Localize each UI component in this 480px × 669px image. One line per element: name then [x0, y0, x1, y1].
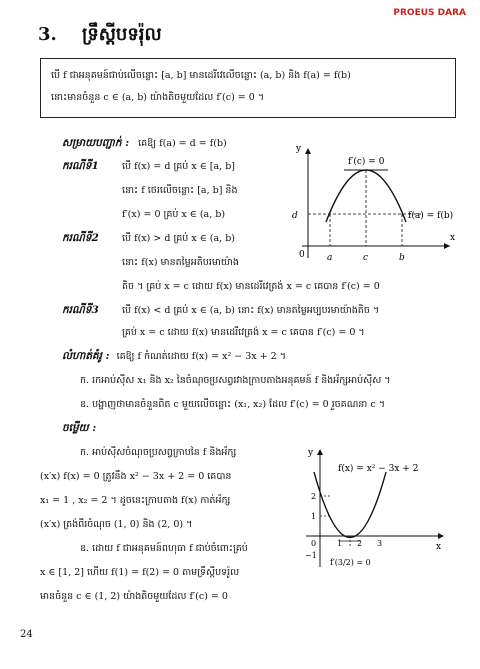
- proof-intro: គេឱ្យ f(a) = d = f(b): [138, 138, 227, 149]
- case2-line-2: នោះ f(x) មានតម្លៃអតិបរមាយ៉ាង: [122, 257, 239, 268]
- graph1-d-label: d: [292, 211, 298, 221]
- watermark: PROEUS DARA: [393, 8, 466, 18]
- graph1-c-label: c: [363, 253, 369, 263]
- proof-heading: [62, 137, 227, 150]
- case3-line-1: បើ f(x) < d គ្រប់ x ∈ (a, b) នោះ f(x) មានតម្លៃអប្បបរមាយ៉ាងតិច ។: [122, 305, 380, 316]
- graph1-b-label: b: [399, 253, 405, 263]
- answer-b-line-2: x ∈ [1, 2] ហើយ f(1) = f(2) = 0 តាមទ្រឹស្តីបទរ៉ូល: [40, 567, 240, 578]
- graph2-ytick-1: 1: [311, 512, 317, 521]
- example-question-b: ខ. បង្ហាញថាមានចំនួនពិត c មួយលើចន្លោះ (x₁, x₂) ដែល f′(c) = 0 រួចគណនា c ។: [80, 399, 385, 410]
- answer-a-line-2: (x′x) f(x) = 0 ត្រូវនឹង x² − 3x + 2 = 0 គេបាន: [40, 471, 232, 482]
- graph2-y-arrow: [317, 449, 323, 455]
- case1-line-3: f′(x) = 0 គ្រប់ x ∈ (a, b): [122, 209, 226, 220]
- case2-line-1: បើ f(x) > d គ្រប់ x ∈ (a, b): [122, 233, 235, 244]
- answer-b-line-3: មានចំនួន c ∈ (1, 2) យ៉ាងតិចមួយដែល f′(c) = 0: [40, 591, 228, 602]
- graph2-xtick-1: 1: [337, 539, 343, 548]
- graph1-y-label: y: [296, 144, 302, 154]
- graph2-origin: 0: [311, 539, 317, 548]
- case2-line-3: តិច ។ គ្រប់ x = c ដោយ f(x) មានដេរីវេត្រង់ x = c គេបាន f′(c) = 0: [122, 281, 380, 292]
- example-label: លំហាត់គំរូ :: [62, 350, 110, 362]
- case1-label: ករណីទី1: [62, 160, 99, 172]
- graph2-curve: [314, 472, 386, 538]
- rolle-theorem-graph: [290, 140, 458, 266]
- answer-a-head: ក. អាប់ស៊ីសចំណុចប្រសព្វក្រាបនៃ f និងអ័ក្ស: [80, 447, 237, 458]
- parabola-graph: [300, 445, 450, 573]
- graph1-x-label: x: [450, 233, 456, 243]
- graph2-func-label: f(x) = x² − 3x + 2: [338, 464, 419, 474]
- graph2-vertex-label: f′(3/2) = 0: [330, 558, 371, 567]
- case3-label: ករណីទី3: [62, 304, 99, 316]
- case2-label: ករណីទី2: [62, 232, 99, 244]
- graph2-x-arrow: [438, 533, 444, 539]
- case1-line-1: បើ f(x) = d គ្រប់ x ∈ [a, b]: [122, 161, 235, 172]
- section-number: 3.: [38, 24, 57, 45]
- theorem-line-2: នោះមានចំនួន c ∈ (a, b) យ៉ាងតិចមួយដែល f′(c) = 0 ។: [51, 92, 265, 103]
- answer-label: ចម្លើយ :: [62, 422, 97, 434]
- theorem-line-1: បើ f ជាអនុគមន៍ជាប់លើចន្លោះ [a, b] មានដេរីវេលើចន្លោះ (a, b) និង f(a) = f(b): [51, 70, 351, 81]
- answer-a-line-4: (x′x) ត្រង់ពីរចំណុច (1, 0) និង (2, 0) ។: [40, 519, 193, 530]
- example-question-a: ក. រកអាប់ស៊ីស x₁ និង x₂ នៃចំណុចប្រសព្វរវាងក្រាបតាងអនុគមន៍ f និងអ័ក្សអាប់ស៊ីស ។: [80, 375, 391, 386]
- graph2-xtick-2: 2: [357, 539, 363, 548]
- graph2-x-label: x: [436, 542, 442, 552]
- graph2-ytick-neg1: −1: [305, 551, 317, 560]
- graph1-fafb-label: f(a) = f(b): [408, 211, 454, 221]
- answer-a-line-3: x₁ = 1 , x₂ = 2 ។ ដូចនេះក្រាបតាង f(x) កាត់អ័ក្ស: [40, 495, 231, 506]
- answer-b-line-1: ខ. ដោយ f ជាអនុគមន៍ពហុធា f ជាប់ចំពោះគ្រប់: [80, 543, 248, 554]
- graph1-fc-label: f′(c) = 0: [348, 157, 385, 167]
- proof-label: សម្រាយបញ្ជាក់ :: [62, 137, 130, 149]
- graph2-xtick-3: 3: [377, 539, 383, 548]
- graph1-y-arrow: [305, 148, 311, 154]
- graph2-ytick-2: 2: [311, 492, 317, 501]
- graph1-origin: 0: [299, 250, 305, 260]
- theorem-box: [40, 58, 456, 118]
- section-title: ទ្រឹស្តីបទរ៉ុល: [82, 24, 162, 45]
- case3-line-2: គ្រប់ x = c ដោយ f(x) មានដេរីវេត្រង់ x = c គេបាន f′(c) = 0 ។: [122, 327, 365, 338]
- case1-line-2: នោះ f ថេរលើចន្លោះ [a, b] និង: [122, 185, 238, 196]
- example-heading: [62, 350, 286, 363]
- graph1-a-label: a: [327, 253, 333, 263]
- page-number: 24: [20, 629, 33, 640]
- example-intro: គេឱ្យ f កំណត់ដោយ f(x) = x² − 3x + 2 ។: [116, 351, 286, 362]
- graph1-x-arrow: [444, 243, 450, 249]
- graph2-y-label: y: [308, 448, 314, 458]
